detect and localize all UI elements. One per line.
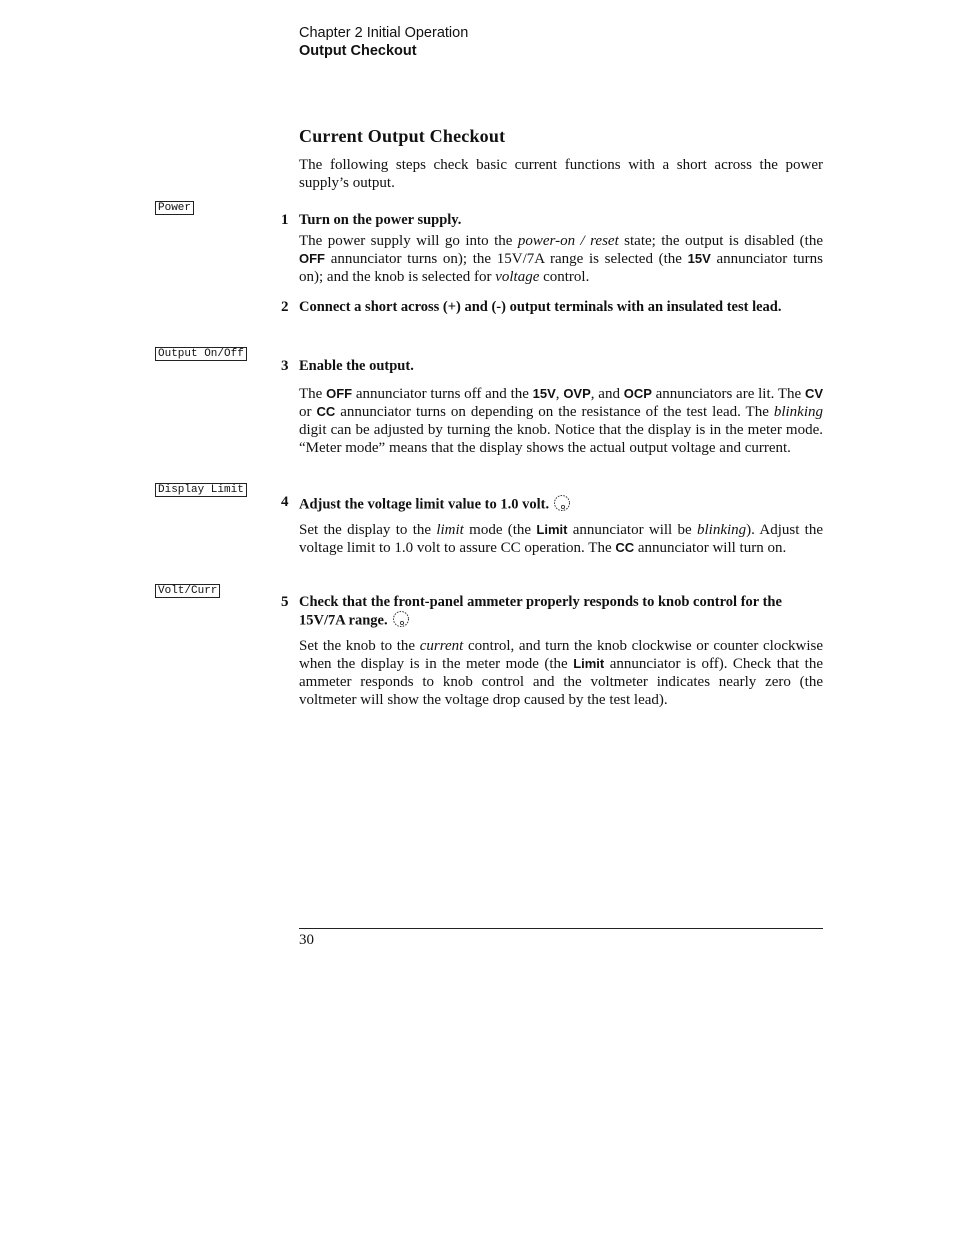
volt-curr-key-label: Volt/Curr (155, 584, 220, 598)
step-body: Set the display to the limit mode (the Limit annunciator will be blinking). Adjust the voltage limit to 1.0 volt to assure CC operation. The CC annunciator will turn on. (299, 522, 824, 556)
annunciator-label: Limit (536, 522, 568, 537)
chapter-title: Chapter 2 Initial Operation (299, 25, 469, 41)
annunciator-label: 15V (532, 386, 556, 401)
knob-icon (553, 494, 571, 516)
knob-icon (392, 610, 410, 632)
annunciator-label: CV (804, 386, 823, 401)
display-limit-key-label: Display Limit (155, 483, 247, 497)
annunciator-label: OFF (326, 386, 353, 401)
step-heading: Turn on the power supply. (299, 212, 462, 228)
intro-paragraph: The following steps check basic current functions with a short across the power supply’s output. (299, 157, 823, 191)
annunciator-label: CC (316, 404, 336, 419)
step-number: 4 (281, 494, 289, 510)
step-number: 5 (281, 594, 289, 610)
annunciator-label: 15V (687, 251, 711, 266)
footer-rule (299, 928, 823, 929)
annunciator-label: OFF (299, 251, 325, 266)
step-heading: Enable the output. (299, 358, 414, 374)
step-heading: Check that the front-panel ammeter properly responds to knob control for the 15V/7A range. (299, 594, 823, 632)
page-number: 30 (299, 932, 314, 948)
step-body: The OFF annunciator turns off and the 15V, OVP, and OCP annunciators are lit. The CV or CC annunciator turns on depending on the resistance of the test lead. The blinking digit can be adjusted by turning the knob. Notice that the display is in the meter mode. “Meter mode” means that the display shows the actual output voltage and current. (299, 386, 823, 456)
step-body: The power supply will go into the power-on / reset state; the output is disabled (the OFF annunciator turns on); the 15V/7A range is selected (the 15V annunciator turns on); and the knob is selected for voltage control. (299, 233, 823, 285)
annunciator-label: CC (615, 540, 635, 555)
running-header (299, 24, 468, 60)
annunciator-label: OVP (563, 386, 591, 401)
step-number: 3 (281, 358, 289, 374)
step-number: 2 (281, 299, 289, 315)
annunciator-label: OCP (623, 386, 652, 401)
step-body: Set the knob to the current control, and turn the knob clockwise or counter clockwise when the display is in the meter mode (the Limit annunciator is off). Check that the ammeter responds to knob control and the voltmeter indicates nearly zero (the voltmeter will show the voltage drop caused by the test lead). (299, 638, 823, 708)
section-subtitle: Output Checkout (299, 43, 417, 59)
step-heading: Adjust the voltage limit value to 1.0 volt. (299, 494, 823, 516)
step-number: 1 (281, 212, 289, 228)
page-title: Current Output Checkout (299, 126, 506, 146)
annunciator-label: Limit (573, 656, 605, 671)
output-on-off-key-label: Output On/Off (155, 347, 247, 361)
step-heading: Connect a short across (+) and (-) output terminals with an insulated test lead. (299, 299, 782, 315)
power-key-label: Power (155, 201, 194, 215)
